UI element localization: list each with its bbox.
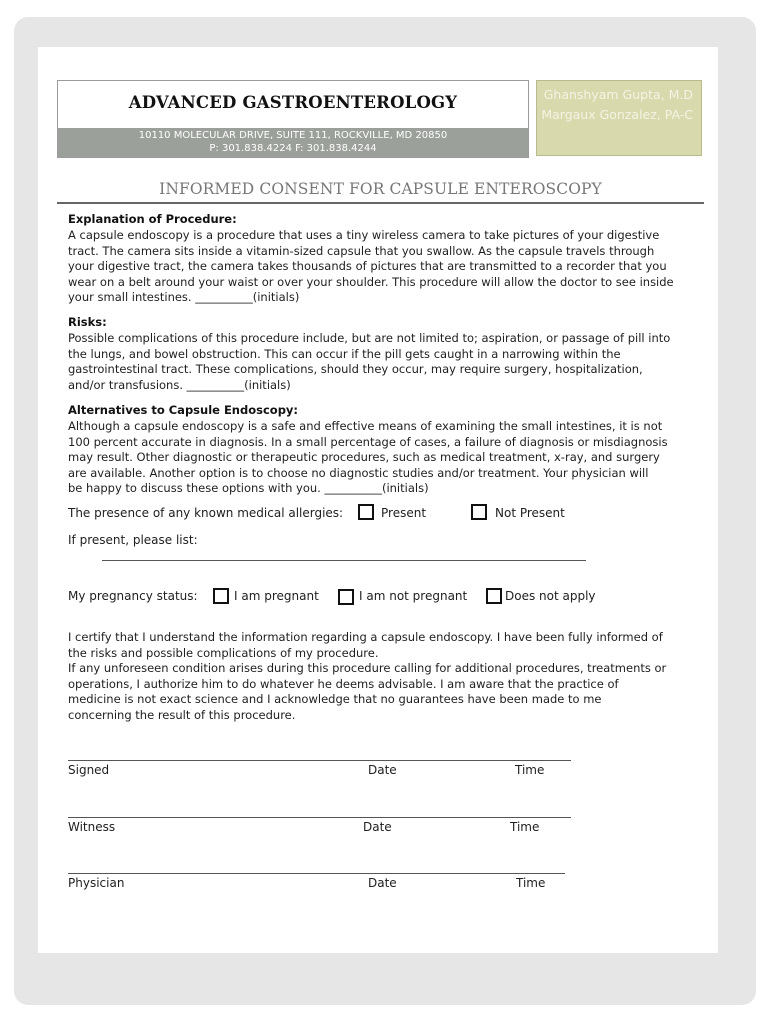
form-title: INFORMED CONSENT FOR CAPSULE ENTEROSCOPY <box>159 180 602 198</box>
allergies-present-checkbox[interactable] <box>358 504 374 520</box>
not-apply-label: Does not apply <box>505 589 596 603</box>
allergies-question: The presence of any known medical allergies: <box>68 506 344 520</box>
signed-time-label: Time <box>515 763 545 777</box>
physician-signature-line[interactable] <box>68 873 565 874</box>
physician-time-label: Time <box>516 876 546 890</box>
witness-date-label: Date <box>363 820 392 834</box>
not-pregnant-checkbox[interactable] <box>338 589 354 605</box>
signed-signature-line[interactable] <box>68 760 571 761</box>
clinic-phone-fax: P: 301.838.4224 F: 301.838.4244 <box>209 143 377 154</box>
explanation-line: your small intestines. __________(initials) <box>68 290 300 304</box>
pregnancy-label: My pregnancy status: <box>68 589 198 603</box>
alternatives-line: 100 percent accurate in diagnosis. In a small percentage of cases, a failure of diagnosis or misdiagnosis <box>68 434 668 449</box>
explanation-line: A capsule endoscopy is a procedure that uses a tiny wireless camera to take pictures of your digestive <box>68 228 660 242</box>
allergies-list-prompt: If present, please list: <box>68 533 198 547</box>
certification-line: the risks and possible complications of my procedure. <box>68 645 379 660</box>
witness-signature-line[interactable] <box>68 817 571 818</box>
not-pregnant-label: I am not pregnant <box>359 589 468 603</box>
allergies-list-line[interactable] <box>102 560 586 561</box>
pregnant-label: I am pregnant <box>234 589 319 603</box>
witness-label: Witness <box>68 820 116 834</box>
physician-date-label: Date <box>368 876 397 890</box>
signed-label: Signed <box>68 763 110 777</box>
certification-line: If any unforeseen condition arises during this procedure calling for additional procedures, treatments or <box>68 661 667 675</box>
consent-form-page <box>38 47 718 953</box>
explanation-heading: Explanation of Procedure: <box>68 212 237 226</box>
certification-line: I certify that I understand the information regarding a capsule endoscopy. I have been fully informed of <box>68 630 663 644</box>
doctor-name-1: Ghanshyam Gupta, M.D <box>543 87 693 102</box>
certification-line: concerning the result of this procedure. <box>68 707 296 722</box>
alternatives-line: Although a capsule endoscopy is a safe and effective means of examining the small intestines, it is not <box>68 419 663 433</box>
alternatives-text <box>68 419 708 497</box>
pregnant-checkbox[interactable] <box>213 588 229 604</box>
not-apply-checkbox[interactable] <box>486 588 502 604</box>
explanation-line: wear on a belt around your waist or over your shoulder. This procedure will allow the doctor to see inside <box>68 274 674 289</box>
certification-line: operations, I authorize him to do whatever he deems advisable. I am aware that the practice of <box>68 676 619 691</box>
certification-text <box>68 630 708 723</box>
alternatives-line: are available. Another option is to choose no diagnostic studies and/or treatment. Your physician will <box>68 465 649 480</box>
allergies-present-label: Present <box>381 506 427 520</box>
title-divider <box>57 202 704 204</box>
witness-time-label: Time <box>510 820 540 834</box>
alternatives-line: may result. Other diagnostic or therapeutic procedures, such as medical treatment, x-ray, and surgery <box>68 450 660 464</box>
alternatives-heading: Alternatives to Capsule Endoscopy: <box>68 403 299 417</box>
explanation-line: your digestive tract, the camera takes thousands of pictures that are transmitted to a recorder that you <box>68 259 667 273</box>
risks-line: the lungs, and bowel obstruction. This can occur if the pill gets caught in a narrowing within the <box>68 346 621 361</box>
alternatives-line: be happy to discuss these options with you. __________(initials) <box>68 481 429 495</box>
doctor-name-2: Margaux Gonzalez, PA-C <box>541 107 693 122</box>
risks-line: and/or transfusions. __________(initials) <box>68 377 291 392</box>
clinic-name: ADVANCED GASTROENTEROLOGY <box>128 93 458 112</box>
risks-heading: Risks: <box>68 315 107 329</box>
clinic-address: 10110 MOLECULAR DRIVE, SUITE 111, ROCKVILLE, MD 20850 <box>138 130 448 141</box>
allergies-not-present-checkbox[interactable] <box>471 504 487 520</box>
explanation-line: tract. The camera sits inside a vitamin-sized capsule that you swallow. As the capsule travels through <box>68 243 655 258</box>
clinic-contact-band <box>58 128 528 157</box>
risks-text <box>68 331 708 393</box>
risks-line: Possible complications of this procedure include, but are not limited to; aspiration, or passage of pill into <box>68 331 671 345</box>
clinic-header <box>57 80 529 158</box>
explanation-text <box>68 228 708 306</box>
allergies-not-present-label: Not Present <box>495 506 565 520</box>
certification-line: medicine is not exact science and I acknowledge that no guarantees have been made to me <box>68 692 602 706</box>
physician-label: Physician <box>68 876 125 890</box>
signed-date-label: Date <box>368 763 397 777</box>
doctor-names-box <box>536 80 702 156</box>
risks-line: gastrointestinal tract. These complications, should they occur, may require surgery, hospitalization, <box>68 362 643 376</box>
